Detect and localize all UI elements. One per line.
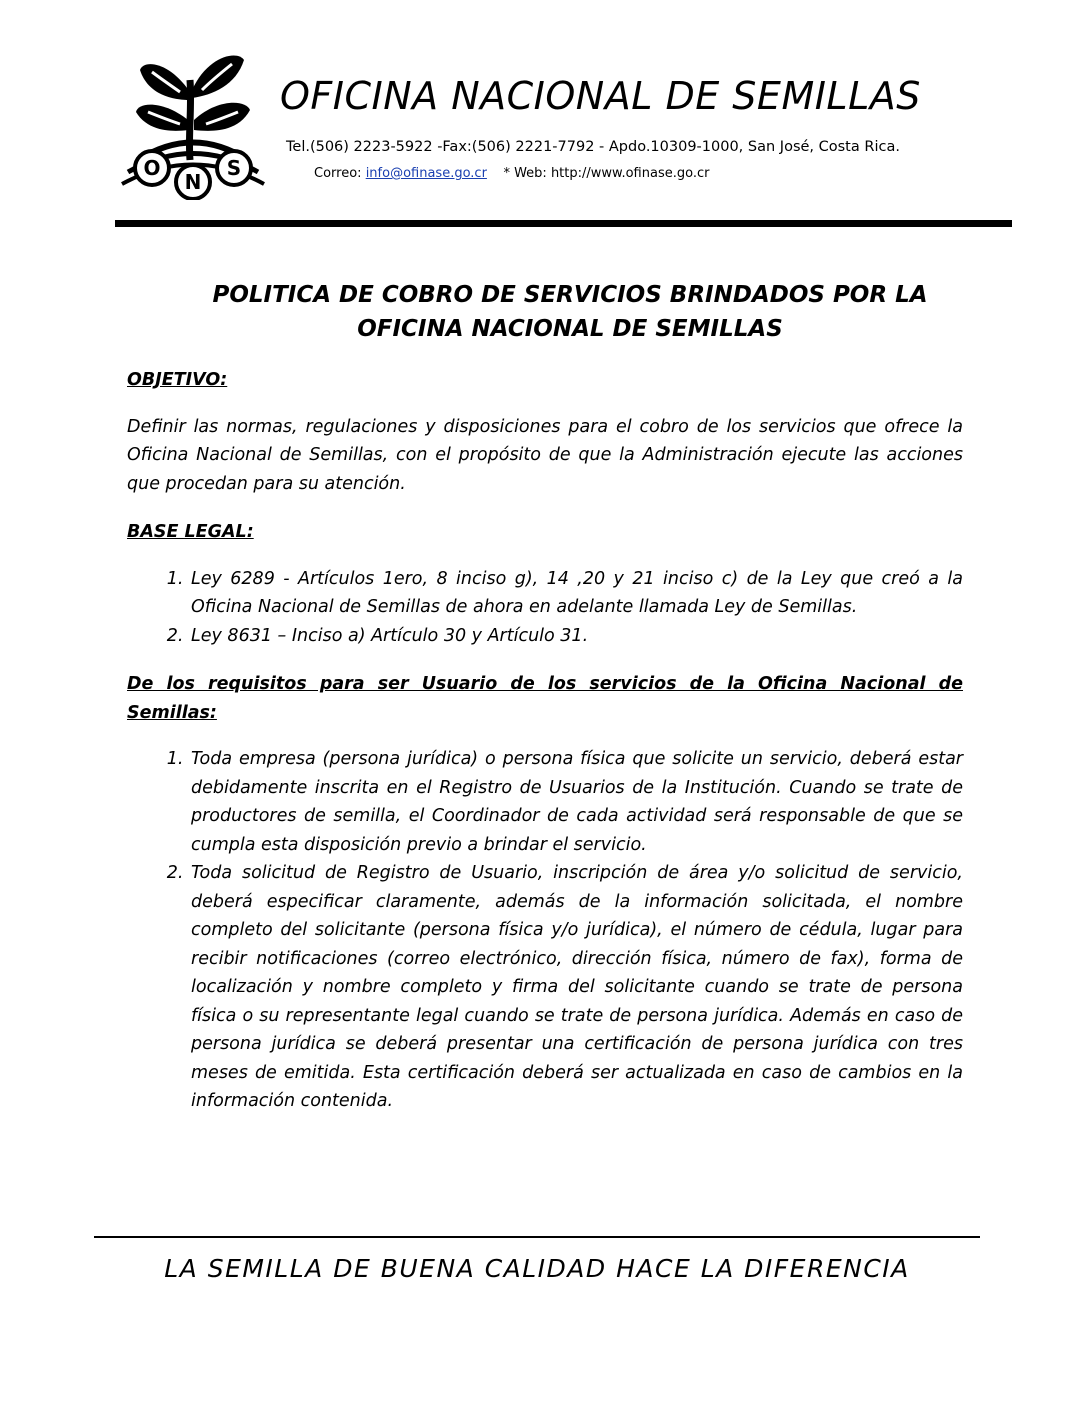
objetivo-section [127, 366, 963, 498]
list-item: 1. Ley 6289 - Artículos 1ero, 8 inciso g), 14 ,20 y 21 inciso c) de la Ley que creó a la Oficina Nacional de Semillas de ahora en adelante llamada Ley de Semillas. [189, 565, 963, 622]
title-line-1: POLITICA DE COBRO DE SERVICIOS BRINDADOS POR LA [212, 282, 928, 308]
objetivo-heading: OBJETIVO: [127, 370, 228, 390]
contact-line: Tel.(506) 2223-5922 -Fax:(506) 2221-7792 - Apdo.10309-1000, San José, Costa Rica. [286, 139, 900, 155]
contact-line-2 [314, 166, 709, 181]
list-item: 2. Toda solicitud de Registro de Usuario, inscripción de área y/o solicitud de servicio, deberá especificar claramente, además de la información solicitada, el nombre completo del solicitante (persona física y/o jurídica), el número de cédula, lugar para recibir notificaciones (correo electrónico, dirección física, número de fax), forma de localización y nombre completo y firma del solicitante cuando se trate de persona física o su representante legal cuando se trate de persona jurídica. Además en caso de persona jurídica se deberá presentar una certificación de persona jurídica con tres meses de emitida. Esta certificación deberá ser actualizada en caso de cambios en la información contenida. [189, 859, 963, 1116]
list-item: 2. Ley 8631 – Inciso a) Artículo 30 y Artículo 31. [189, 622, 963, 651]
requisitos-list [127, 745, 963, 1116]
document-title [120, 278, 1020, 346]
svg-text:O: O [143, 156, 161, 180]
objetivo-text: Definir las normas, regulaciones y disposiciones para el cobro de los servicios que ofrece la Oficina Nacional de Semillas, con el propósito de que la Administración ejecute las acciones que procedan para su atención. [127, 416, 963, 494]
svg-text:N: N [184, 170, 202, 194]
base-legal-heading: BASE LEGAL: [127, 522, 254, 542]
list-item: 1. Toda empresa (persona jurídica) o persona física que solicite un servicio, deberá estar debidamente inscrita en el Registro de Usuarios de la Institución. Cuando se trate de productores de semilla, el Coordinador de cada actividad será responsable de que se cumpla esta disposición previo a brindar el servicio. [189, 745, 963, 859]
footer-rule [94, 1236, 980, 1238]
header-rule [115, 220, 1012, 227]
ons-logo [118, 40, 268, 200]
requisitos-section [127, 670, 963, 1116]
footer-slogan: LA SEMILLA DE BUENA CALIDAD HACE LA DIFERENCIA [164, 1254, 910, 1283]
email-link[interactable]: info@ofinase.go.cr [365, 166, 487, 181]
email-label: Correo: [314, 166, 362, 181]
requisitos-heading: De los requisitos para ser Usuario de los servicios de la Oficina Nacional de Semillas: [127, 674, 963, 723]
organization-name: OFICINA NACIONAL DE SEMILLAS [280, 74, 921, 118]
base-legal-list [127, 565, 963, 651]
web-text: * Web: http://www.ofinase.go.cr [503, 166, 710, 181]
title-line-2: OFICINA NACIONAL DE SEMILLAS [357, 316, 783, 342]
svg-text:S: S [226, 156, 242, 180]
base-legal-section [127, 518, 963, 650]
